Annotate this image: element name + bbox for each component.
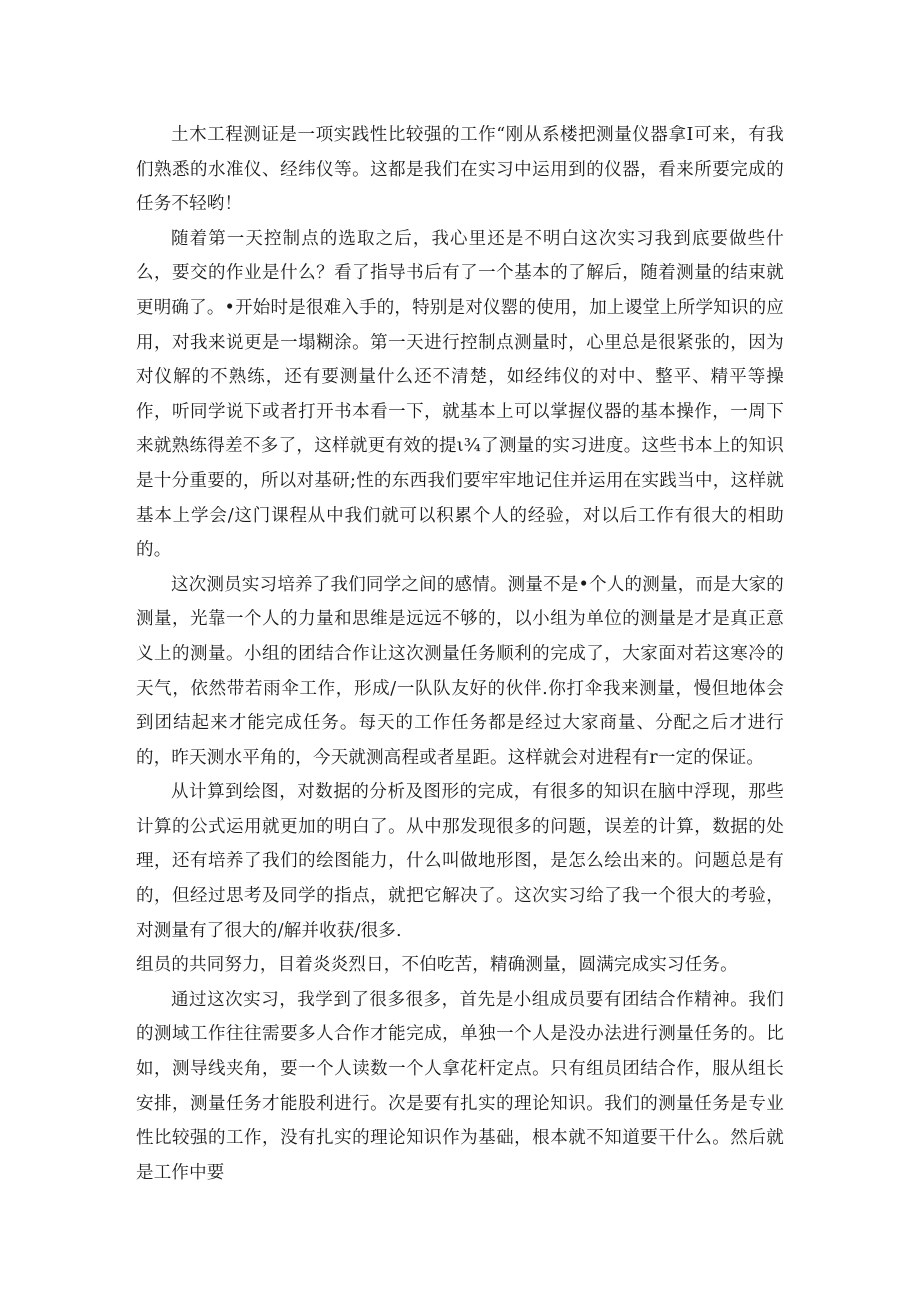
paragraph-5: 组员的共同努力，目着炎炎烈日，不伯吃苦，精确测量，圆满完成实习任务。 <box>136 955 738 976</box>
document-body <box>136 118 784 1190</box>
paragraph-6: 通过这次实习，我学到了很多很多，首先是小组成员要有团结合作精神。我们的测域工作往往需要多人合作才能完成，单独一个人是没办法进行测量任务的。比如，测导线夹角，要一个人读数一个人拿花杆定点。只有组员团结合作，服从组长安排，测量任务才能股利进行。次是要有扎实的理论知识。我们的测量任务是专业性比较强的工作，没有扎实的理论知识作为基础，根本就不知道要干什么。然后就是工作中要 <box>136 989 784 1183</box>
paragraph-2: 随着第一天控制点的选取之后，我心里还是不明白这次实习我到底要做些什么，要交的作业是什么？看了指导书后有了一个基本的了解后，随着测量的结束就更明确了。•开始时是很难入手的，特别是对仪罂的使用，加上谡堂上所学知识的应用，对我来说更是一塌糊涂。第一天进行控制点测量时，心里总是很紧张的，因为对仪解的不熟练，还有要测量什么还不清楚，如经纬仪的对中、整平、精平等操作，听同学说下或者打开书本看一下，就基本上可以掌握仪器的基本操作，一周下来就熟练得差不多了，这样就更有效的提ι¾了测量的实习进度。这些书本上的知识是十分重要的，所以对基研;性的东西我们要牢牢地记住并运用在实践当中，这样就基本上学会/这门课程从中我们就可以积累个人的经验，对以后工作有很大的相助的。 <box>136 228 784 561</box>
paragraph-3: 这次测员实习培养了我们同学之间的感情。测量不是•个人的测量，而是大家的测量，光靠一个人的力量和思维是远远不够的，以小组为单位的测量是才是真正意义上的测量。小组的团结合作让这次测量任务顺利的完成了，大家面对若这寒冷的天气，依然带若雨伞工作，形成/一队队友好的伙伴.你打伞我来测量，慢但地体会到团结起来才能完成任务。每天的工作任务都是经过大家商量、分配之后才进行的，昨天测水平角的，今天就测高程或者星距。这样就会对进程有r一定的保证。 <box>136 574 784 768</box>
paragraph-1: 土木工程测证是一项实践性比较强的工作“刚从系楼把测量仪器拿I可来，有我们熟悉的水准仪、经纬仪等。这都是我们在实习中运用到的仪器，看来所要完成的任务不轻哟！ <box>136 125 784 215</box>
paragraph-4: 从计算到绘图，对数据的分析及图形的完成，有很多的知识在脑中浮现，那些计算的公式运用就更加的明白了。从中那发现很多的问题，误差的计算，数据的处理，还有培养了我们的绘图能力，什么叫做地形图，是怎么绘出来的。问题总是有的，但经过思考及同学的指点，就把它解决了。这次实习给了我一个很大的考验，对测量有了很大的/解并收获/很多. <box>136 782 784 941</box>
